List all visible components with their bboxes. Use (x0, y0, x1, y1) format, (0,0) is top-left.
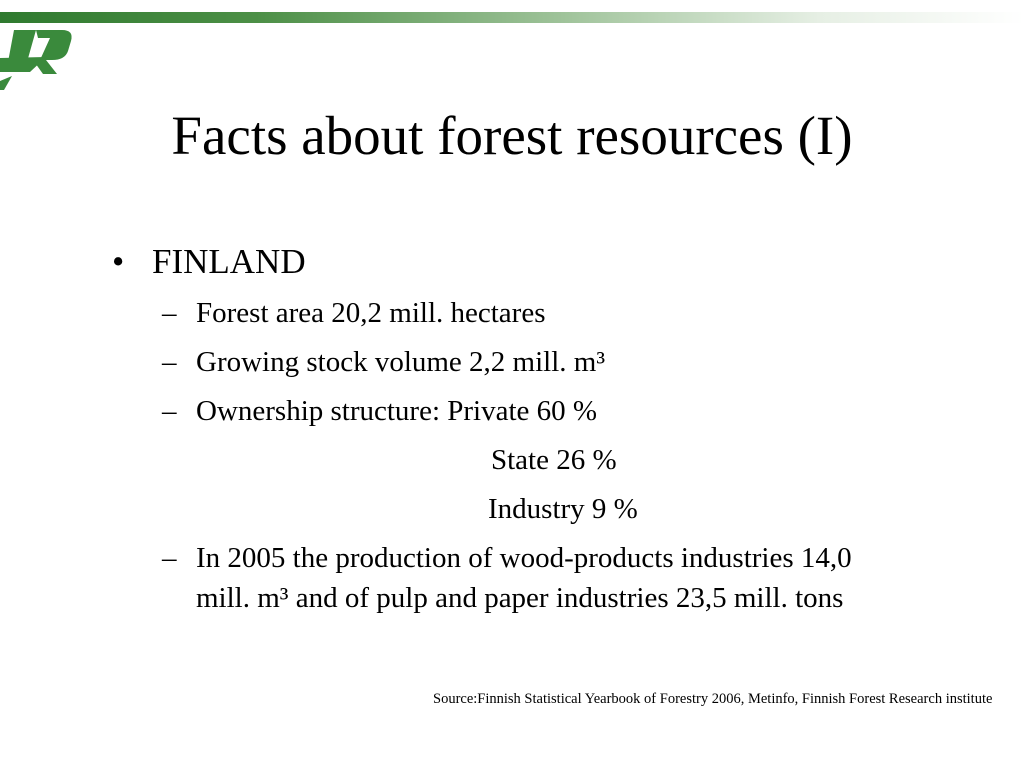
slide-title: Facts about forest resources (I) (171, 105, 853, 166)
country-label: FINLAND (152, 242, 306, 281)
ownership-industry: Industry 9 % (488, 493, 638, 525)
top-gradient-bar (0, 12, 1024, 23)
sub-item-production (112, 538, 992, 618)
dash-marker: – (162, 542, 177, 574)
sub-item-text: Forest area 20,2 mill. hectares (196, 297, 546, 329)
sub-item-text: Ownership structure: Private 60 % (196, 395, 598, 427)
source-note: Source:Finnish Statistical Yearbook of Forestry 2006, Metinfo, Finnish Forest Research institute (433, 691, 993, 707)
sub-item-growing-stock (112, 342, 992, 382)
slide-content (112, 240, 992, 618)
sub-item-forest-area (112, 293, 992, 333)
sub-item-text: In 2005 the production of wood-products industries 14,0 mill. m³ and of pulp and paper industries 23,5 mill. tons (196, 542, 852, 614)
ownership-state: State 26 % (491, 444, 617, 476)
dash-marker: – (162, 346, 177, 378)
bullet-country (112, 240, 992, 284)
dash-marker: – (162, 395, 177, 427)
sub-item-ownership (112, 391, 992, 431)
dash-marker: – (162, 297, 177, 329)
sub-item-text: Growing stock volume 2,2 mill. m³ (196, 346, 606, 378)
organization-logo-icon (0, 24, 74, 94)
bullet-marker: • (112, 242, 125, 281)
